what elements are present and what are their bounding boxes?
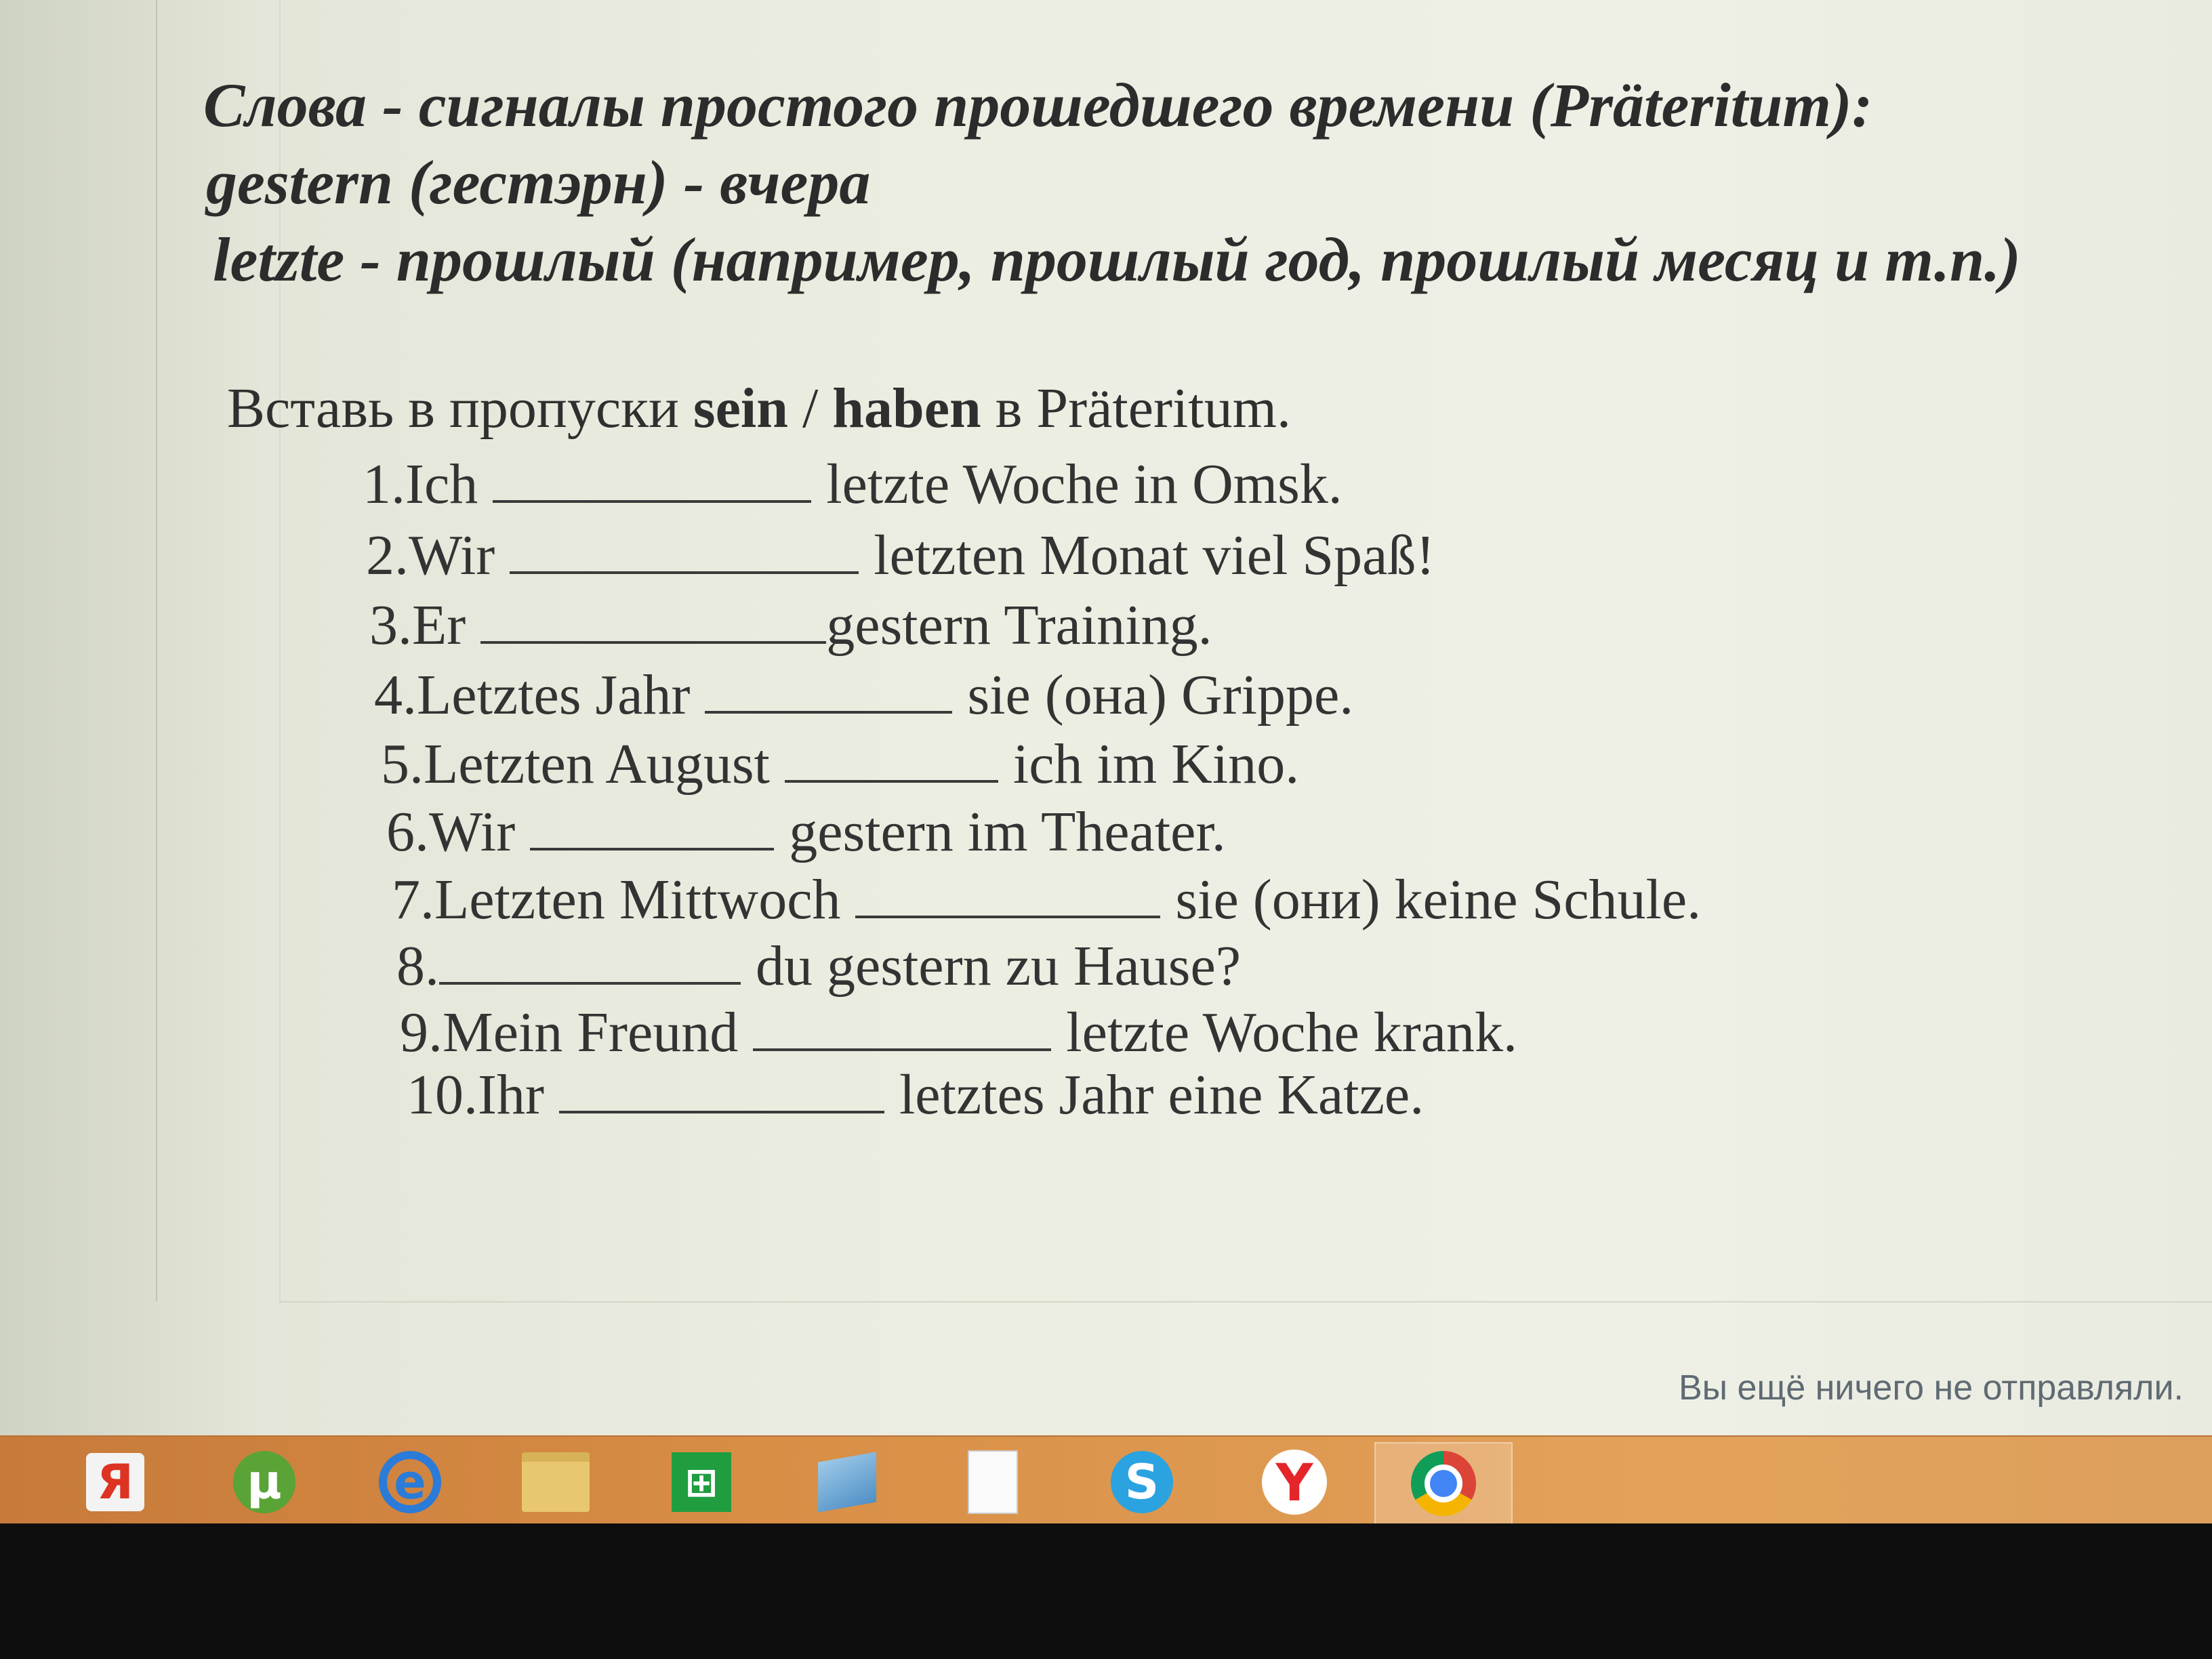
exercise-before: 5.Letzten August [381, 733, 770, 796]
utorrent-icon: µ [233, 1451, 295, 1513]
instruction-sein: sein [693, 377, 788, 440]
instruction-haben: haben [832, 377, 981, 440]
notes-icon [818, 1452, 876, 1512]
taskbar-skype[interactable] [1105, 1445, 1179, 1519]
exercise-item-7 [392, 866, 1701, 934]
taskbar-document[interactable] [956, 1445, 1030, 1519]
exercise-after: letzten Monat viel Spaß! [874, 524, 1435, 587]
answer-blank[interactable] [855, 868, 1160, 918]
instruction-slash: / [787, 377, 833, 440]
exercise-before: 8. [396, 935, 439, 998]
exercise-after: letzte Woche in Omsk. [826, 453, 1343, 516]
exercise-after: sie (она) Grippe. [967, 663, 1354, 726]
taskbar-notes[interactable] [810, 1445, 884, 1519]
answer-blank[interactable] [480, 594, 826, 644]
answer-blank[interactable] [785, 733, 998, 783]
taskbar [0, 1435, 2212, 1523]
yandex-icon: Я [86, 1453, 144, 1511]
answer-blank[interactable] [530, 800, 774, 851]
exercise-item-6 [386, 798, 1226, 866]
signal-words-title: Слова - сигналы простого прошедшего времени (Präteritum): [203, 70, 1873, 140]
exercise-before: 4.Letztes Jahr [374, 663, 691, 726]
answer-blank[interactable] [439, 935, 741, 985]
file-explorer-icon [522, 1452, 590, 1512]
exercise-item-4 [374, 661, 1353, 729]
taskbar-chrome[interactable] [1374, 1442, 1513, 1523]
taskbar-internet-explorer[interactable] [373, 1445, 447, 1519]
exercise-before: 2.Wir [366, 524, 495, 587]
instruction-suffix: в Präteritum. [981, 377, 1291, 440]
exercise-item-10 [407, 1061, 1424, 1129]
exercise-item-8 [396, 933, 1241, 1000]
answer-blank[interactable] [510, 524, 859, 574]
exercise-before: 6.Wir [386, 800, 516, 863]
exercise-item-1 [363, 451, 1343, 518]
signal-word-gestern: gestern (гестэрн) - вчера [206, 148, 871, 217]
exercise-item-2 [366, 522, 1435, 590]
taskbar-store[interactable] [664, 1445, 739, 1519]
taskbar-utorrent[interactable] [227, 1445, 302, 1519]
exercise-item-9 [400, 999, 1517, 1067]
answer-blank[interactable] [559, 1063, 884, 1113]
answer-blank[interactable] [493, 453, 811, 503]
exercise-before: 7.Letzten Mittwoch [392, 868, 841, 931]
exercise-after: gestern Training. [826, 594, 1212, 657]
answer-blank[interactable] [753, 1001, 1051, 1051]
taskbar-yandex[interactable] [78, 1445, 152, 1519]
instruction-prefix: Вставь в пропуски [227, 377, 693, 440]
exercise-item-5 [381, 731, 1299, 798]
exercise-before: 10.Ihr [407, 1063, 544, 1126]
answer-blank[interactable] [705, 663, 952, 714]
submission-status-note: Вы ещё ничего не отправляли. [1679, 1368, 2184, 1408]
exercise-after: letztes Jahr eine Katze. [899, 1063, 1425, 1126]
exercise-after: ich im Kino. [1012, 733, 1300, 796]
taskbar-file-explorer[interactable] [518, 1445, 593, 1519]
monitor-bezel [0, 1523, 2212, 1659]
yandex-browser-icon: Y [1262, 1450, 1327, 1515]
exercise-before: 1.Ich [363, 453, 478, 516]
exercise-after: gestern im Theater. [789, 800, 1226, 863]
skype-icon: S [1111, 1451, 1173, 1513]
document-icon [968, 1450, 1018, 1514]
exercise-instruction [227, 371, 1291, 446]
exercise-before: 3.Er [369, 594, 466, 657]
chrome-icon [1411, 1451, 1476, 1516]
internet-explorer-icon: e [379, 1451, 441, 1513]
signal-word-letzte: letzte - прошлый (например, прошлый год, прошлый месяц и т.п.) [213, 225, 2021, 294]
exercise-after: sie (они) keine Schule. [1175, 868, 1702, 931]
exercise-before: 9.Mein Freund [400, 1001, 739, 1064]
exercise-after: letzte Woche krank. [1066, 1001, 1518, 1064]
exercise-after: du gestern zu Hause? [756, 935, 1242, 998]
store-icon: ⊞ [672, 1452, 731, 1512]
taskbar-yandex-browser[interactable] [1257, 1445, 1332, 1519]
exercise-item-3 [369, 592, 1212, 659]
